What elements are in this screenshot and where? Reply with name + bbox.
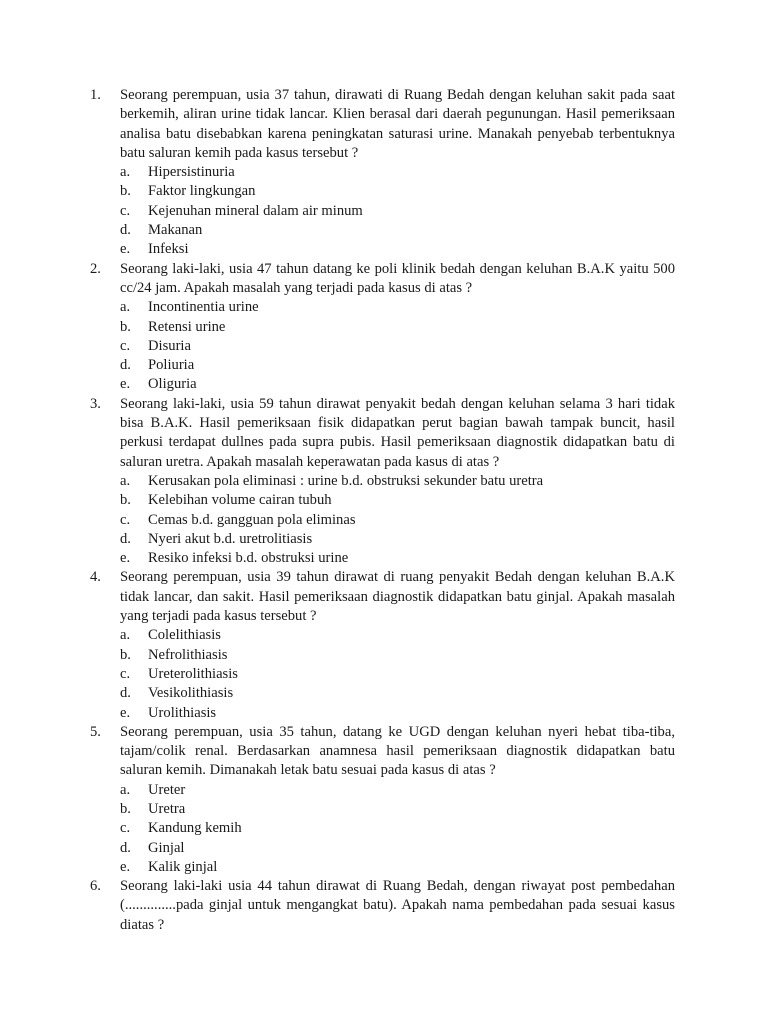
option-letter: b. xyxy=(120,800,131,817)
option-text: Nefrolithiasis xyxy=(148,646,228,663)
option-text: Hipersistinuria xyxy=(148,164,235,181)
answer-option xyxy=(0,221,768,240)
answer-option xyxy=(0,646,768,665)
option-letter: b. xyxy=(120,646,131,663)
option-letter: c. xyxy=(120,665,131,682)
option-text: Poliuria xyxy=(148,357,195,374)
question-4 xyxy=(0,568,768,722)
option-text: Infeksi xyxy=(148,241,189,258)
option-text: Vesikolithiasis xyxy=(148,685,234,702)
option-letter: e. xyxy=(120,704,131,721)
option-letter: d. xyxy=(120,685,131,702)
option-text: Urolithiasis xyxy=(148,704,217,721)
option-letter: b. xyxy=(120,318,131,335)
option-letter: e. xyxy=(120,376,131,393)
answer-options xyxy=(0,163,768,259)
answer-options xyxy=(0,626,768,722)
question-6 xyxy=(0,877,768,935)
answer-option xyxy=(0,839,768,858)
question-number: 2. xyxy=(90,260,101,277)
question-5 xyxy=(0,723,768,877)
answer-option xyxy=(0,819,768,838)
option-text: Cemas b.d. gangguan pola eliminas xyxy=(148,511,356,528)
answer-option xyxy=(0,704,768,723)
question-3 xyxy=(0,395,768,569)
answer-option xyxy=(0,549,768,568)
answer-option xyxy=(0,163,768,182)
option-letter: d. xyxy=(120,222,131,239)
answer-option xyxy=(0,318,768,337)
answer-option xyxy=(0,375,768,394)
answer-options xyxy=(0,298,768,394)
answer-option xyxy=(0,182,768,201)
answer-option xyxy=(0,858,768,877)
answer-option xyxy=(0,781,768,800)
option-text: Colelithiasis xyxy=(148,627,221,644)
question-2 xyxy=(0,260,768,395)
option-letter: a. xyxy=(120,299,131,316)
answer-options xyxy=(0,472,768,568)
option-text: Nyeri akut b.d. uretrolitiasis xyxy=(148,530,313,547)
option-letter: a. xyxy=(120,472,131,489)
answer-option xyxy=(0,472,768,491)
question-number: 6. xyxy=(90,878,101,895)
question-number: 4. xyxy=(90,569,101,586)
option-letter: c. xyxy=(120,337,131,354)
answer-option xyxy=(0,530,768,549)
answer-options xyxy=(0,781,768,877)
option-text: Ureterolithiasis xyxy=(148,665,238,682)
option-text: Faktor lingkungan xyxy=(148,183,256,200)
option-letter: e. xyxy=(120,550,131,567)
question-text: Seorang perempuan, usia 37 tahun, dirawati di Ruang Bedah dengan keluhan sakit pada saat berkemih, aliran urine tidak lancar. Klien berasal dari daerah pegunungan. Hasil pemeriksaan analisa batu disebabkan karena peningkatan saturasi urine. Manakah penyebab terbentuknya batu saluran kemih pada kasus tersebut ? xyxy=(120,87,675,161)
question-text: Seorang perempuan, usia 39 tahun dirawat di ruang penyakit Bedah dengan keluhan B.A.K tidak lancar, dan sakit. Hasil pemeriksaan diagnostik didapatkan batu ginjal. Apakah masalah yang terjadi pada kasus tersebut ? xyxy=(120,569,675,625)
question-1 xyxy=(0,86,768,260)
option-text: Resiko infeksi b.d. obstruksi urine xyxy=(148,550,349,567)
option-letter: c. xyxy=(120,820,131,837)
option-text: Oliguria xyxy=(148,376,197,393)
option-text: Disuria xyxy=(148,337,191,354)
option-letter: b. xyxy=(120,492,131,509)
option-text: Kandung kemih xyxy=(148,820,242,837)
option-text: Kejenuhan mineral dalam air minum xyxy=(148,202,363,219)
option-letter: a. xyxy=(120,781,131,798)
option-letter: e. xyxy=(120,241,131,258)
option-letter: d. xyxy=(120,530,131,547)
option-letter: d. xyxy=(120,839,131,856)
answer-option xyxy=(0,202,768,221)
option-text: Ureter xyxy=(148,781,186,798)
question-number: 3. xyxy=(90,395,101,412)
answer-option xyxy=(0,356,768,375)
option-text: Kerusakan pola eliminasi : urine b.d. obstruksi sekunder batu uretra xyxy=(148,472,544,489)
answer-option xyxy=(0,491,768,510)
answer-option xyxy=(0,337,768,356)
question-number: 1. xyxy=(90,87,101,103)
answer-option xyxy=(0,626,768,645)
option-text: Kelebihan volume cairan tubuh xyxy=(148,492,332,509)
answer-option xyxy=(0,800,768,819)
question-text: Seorang laki-laki usia 44 tahun dirawat di Ruang Bedah, dengan riwayat post pembedahan (..............pada ginjal untuk mengangkat batu). Apakah nama pembedahan pada sesuai kasus diatas ? xyxy=(120,878,675,933)
option-letter: a. xyxy=(120,164,131,181)
option-letter: c. xyxy=(120,202,131,219)
answer-option xyxy=(0,684,768,703)
answer-option xyxy=(0,240,768,259)
document-page xyxy=(0,86,768,935)
answer-option xyxy=(0,665,768,684)
question-text: Seorang perempuan, usia 35 tahun, datang ke UGD dengan keluhan nyeri hebat tiba-tiba, tajam/colik renal. Berdasarkan anamnesa hasil pemeriksaan diagnostik didapatkan batu saluran kemih. Dimanakah letak batu sesuai pada kasus di atas ? xyxy=(120,723,675,779)
question-text: Seorang laki-laki, usia 47 tahun datang ke poli klinik bedah dengan keluhan B.A.K yaitu 500 cc/24 jam. Apakah masalah yang terjadi pada kasus di atas ? xyxy=(120,260,675,296)
question-text: Seorang laki-laki, usia 59 tahun dirawat penyakit bedah dengan keluhan selama 3 hari tidak bisa B.A.K. Hasil pemeriksaan fisik didapatkan perut bagian bawah tampak buncit, hasil perkusi terdapat dullnes pada supra pubis. Hasil pemeriksaan diagnostik didapatkan batu di saluran uretra. Apakah masalah keperawatan pada kasus di atas ? xyxy=(120,395,675,470)
option-text: Retensi urine xyxy=(148,318,226,335)
option-text: Incontinentia urine xyxy=(148,299,259,316)
option-letter: c. xyxy=(120,511,131,528)
answer-option xyxy=(0,511,768,530)
option-letter: d. xyxy=(120,357,131,374)
option-text: Ginjal xyxy=(148,839,185,856)
option-text: Uretra xyxy=(148,800,186,817)
option-letter: b. xyxy=(120,183,131,200)
option-text: Kalik ginjal xyxy=(148,858,218,875)
question-number: 5. xyxy=(90,723,101,740)
option-letter: a. xyxy=(120,627,131,644)
answer-option xyxy=(0,298,768,317)
option-text: Makanan xyxy=(148,222,203,239)
option-letter: e. xyxy=(120,858,131,875)
